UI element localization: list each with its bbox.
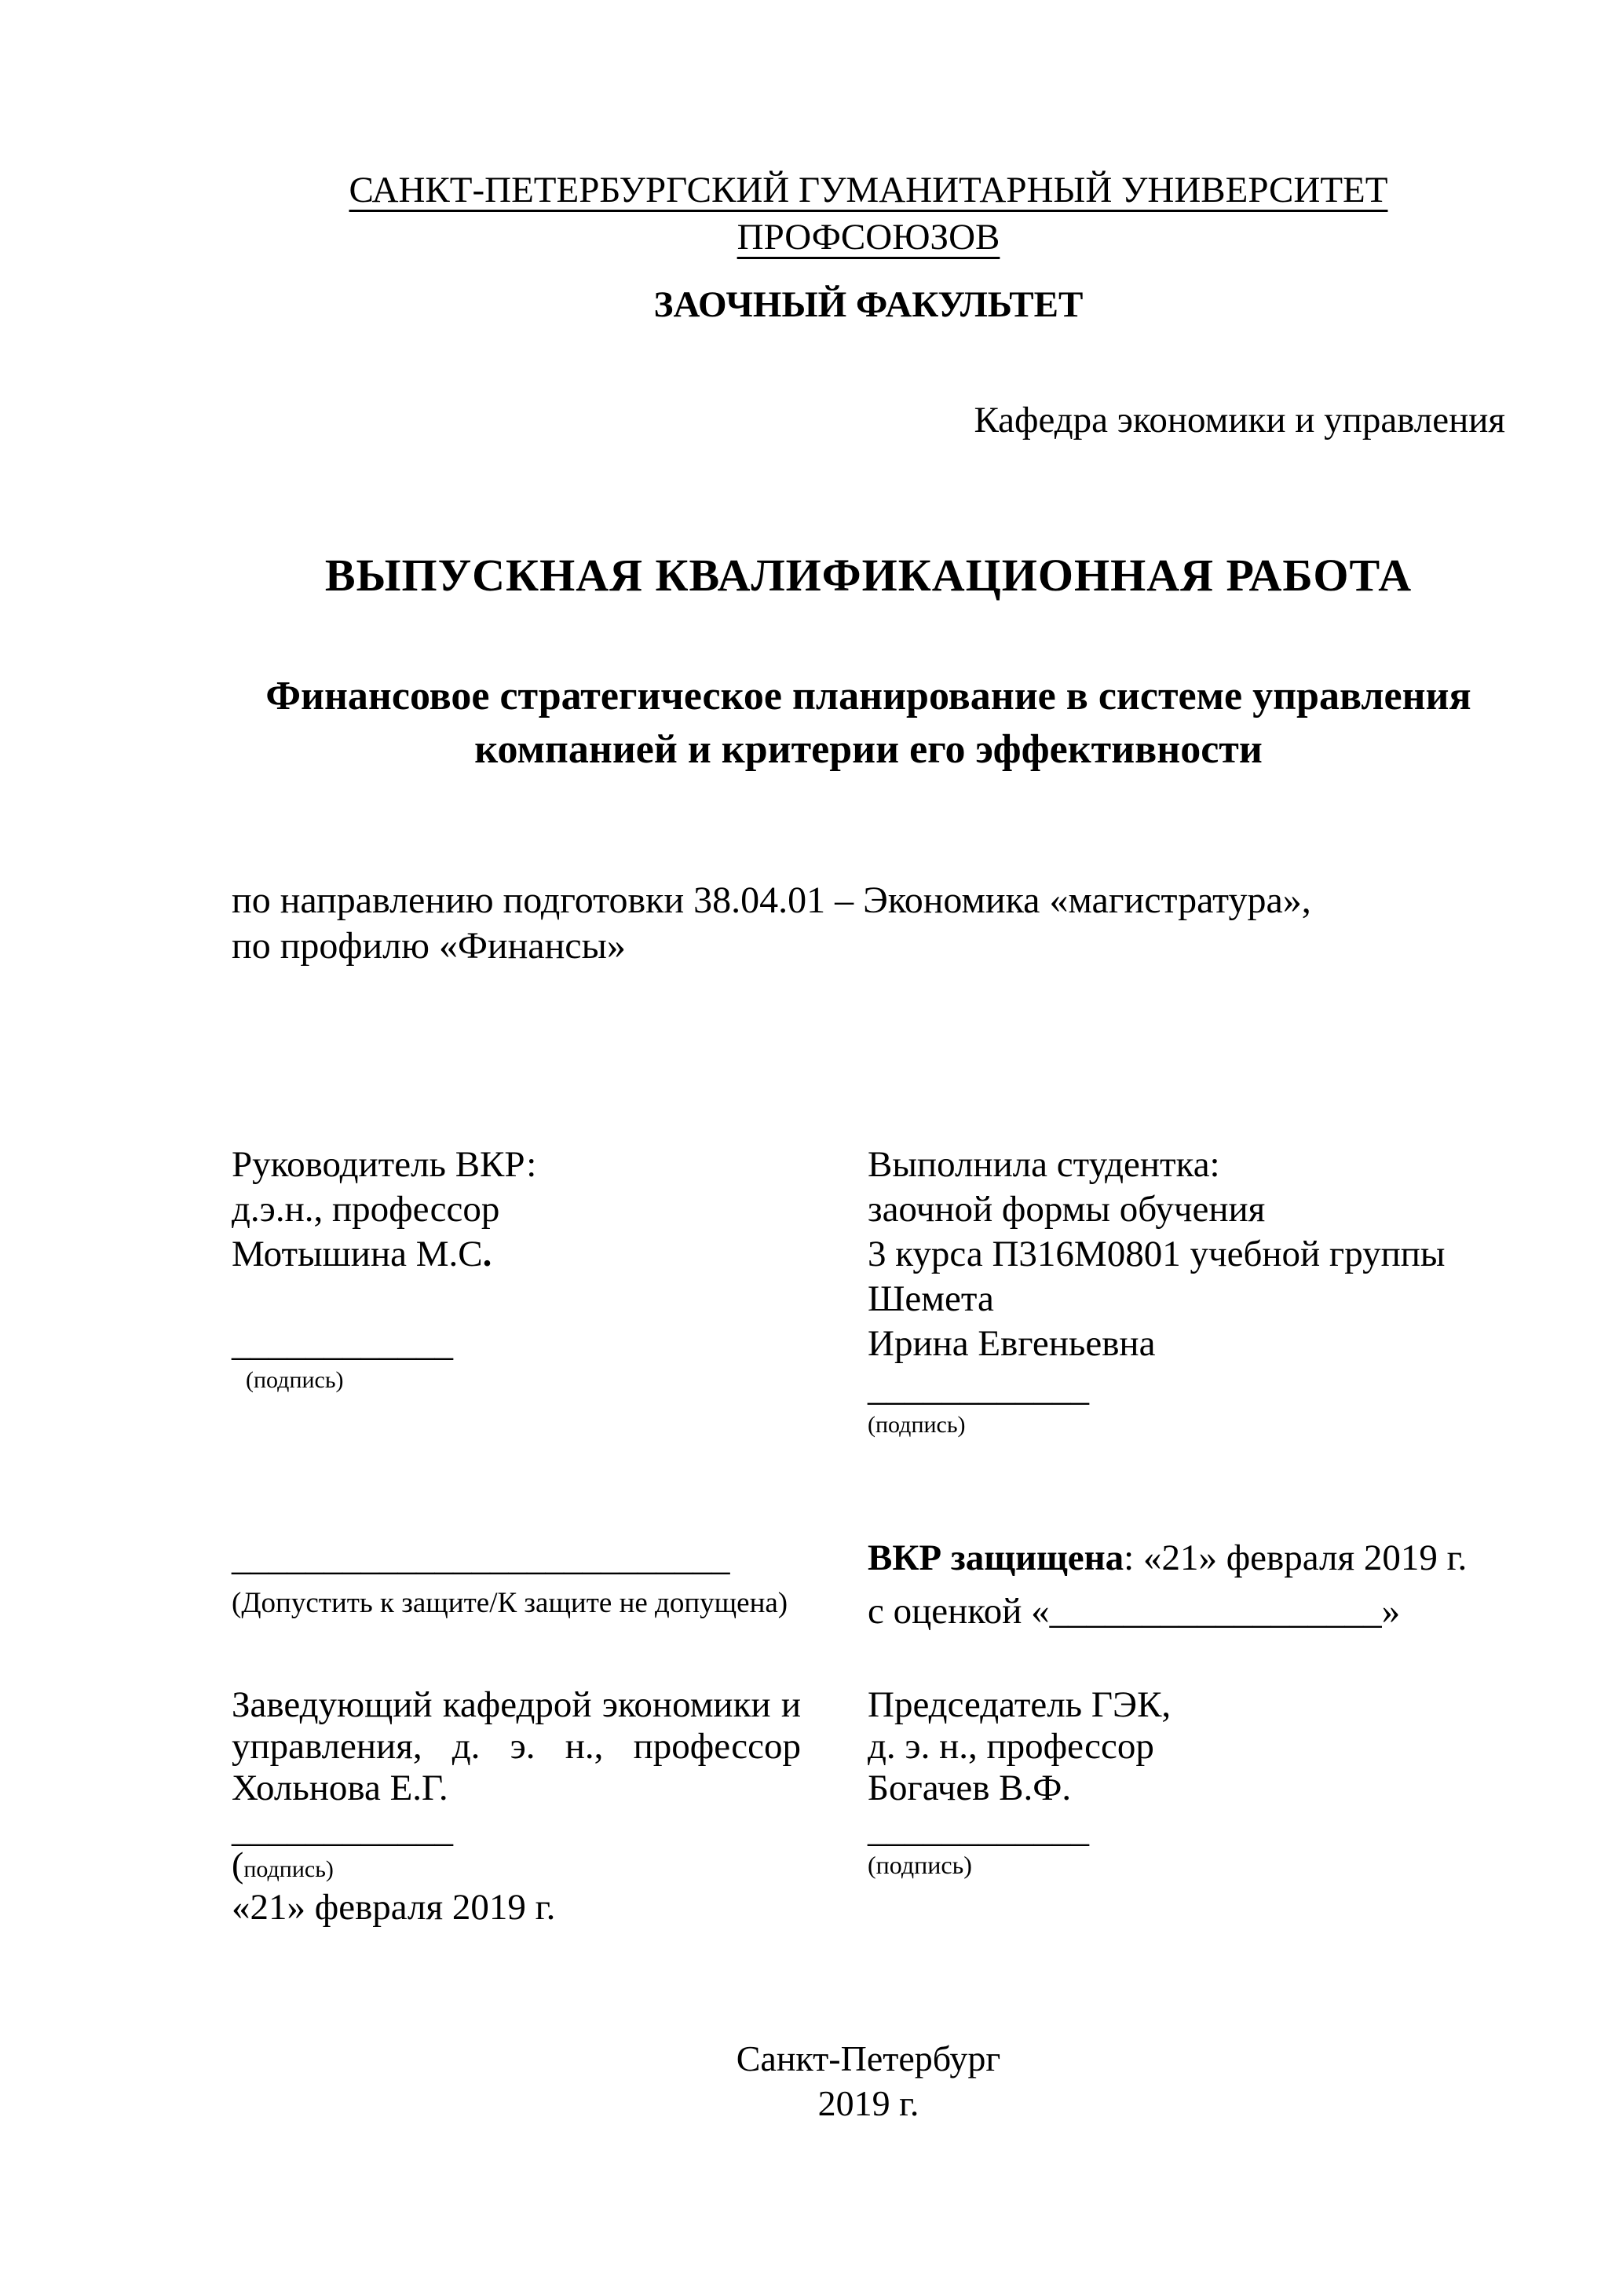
defense-label: ВКР защищена	[868, 1537, 1124, 1578]
faculty-name: ЗАОЧНЫЙ ФАКУЛЬТЕТ	[653, 284, 1084, 325]
footer-city: Санкт-Петербург	[736, 2038, 1001, 2078]
supervisor-signature-caption: (подпись)	[246, 1367, 344, 1393]
spacer-line	[232, 1277, 805, 1322]
university-name: САНКТ-ПЕТЕРБУРГСКИЙ ГУМАНИТАРНЫЙ УНИВЕРСИТЕТ ПРОФСОЮЗОВ	[349, 170, 1388, 258]
gec-chairman-name: Богачев В.Ф.	[868, 1768, 1072, 1808]
thesis-title-line-1: Финансовое стратегическое планирование в системе управления	[265, 674, 1471, 718]
student-group: 3 курса П316М0801 учебной группы	[868, 1234, 1446, 1274]
department-head-date: «21» февраля 2019 г.	[232, 1887, 556, 1928]
program-line-2: по профилю «Финансы»	[232, 925, 626, 967]
department-head-line-2: управления, д. э. н., профессор	[232, 1726, 801, 1767]
supervisor-block	[232, 1143, 805, 1395]
defense-date-line: ВКР защищена: «21» февраля 2019 г.	[868, 1537, 1468, 1578]
admission-blank-line: ___________________________	[232, 1537, 730, 1578]
thesis-title	[232, 670, 1505, 777]
gec-chairman-block	[868, 1684, 1505, 1879]
student-heading: Выполнила студентка:	[868, 1144, 1220, 1185]
footer-block	[232, 2036, 1505, 2126]
supervisor-name: Мотышина М.С.	[232, 1234, 492, 1274]
gec-chairman-signature-caption: (подпись)	[868, 1851, 972, 1879]
gec-chairman-signature-line: ____________	[868, 1809, 1089, 1850]
defense-block	[868, 1531, 1505, 1638]
student-name: Ирина Евгеньевна	[868, 1323, 1156, 1364]
supervisor-signature-line: ____________	[232, 1323, 453, 1364]
gec-chairman-degree: д. э. н., профессор	[868, 1726, 1154, 1767]
department-head-block	[232, 1684, 801, 1930]
department-head-name: Хольнова Е.Г.	[232, 1768, 448, 1808]
footer-year: 2019 г.	[817, 2083, 919, 2123]
department-head-signature-line: ____________	[232, 1809, 453, 1850]
supervisor-role-label: Руководитель ВКР:	[232, 1144, 537, 1185]
supervisor-degree: д.э.н., профессор	[232, 1189, 500, 1230]
student-study-form: заочной формы обучения	[868, 1189, 1266, 1230]
department-head-line-1: Заведующий кафедрой экономики и	[232, 1684, 801, 1725]
student-block	[868, 1143, 1505, 1439]
work-type-title: ВЫПУСКНАЯ КВАЛИФИКАЦИОННАЯ РАБОТА	[324, 550, 1413, 601]
thesis-title-line-2: компанией и критерии его эффективности	[474, 727, 1263, 772]
department-head-signature-caption: (подпись)	[232, 1844, 334, 1885]
admission-caption: (Допустить к защите/К защите не допущена)	[232, 1587, 788, 1619]
defense-grade-line: с оценкой «__________________»	[868, 1591, 1401, 1632]
student-signature-caption: (подпись)	[868, 1412, 966, 1438]
grade-blank-line: __________________	[1049, 1591, 1382, 1632]
program-line-1: по направлению подготовки 38.04.01 – Экономика «магистратура»,	[232, 879, 1311, 921]
program-info	[232, 878, 1505, 969]
admission-block	[232, 1531, 805, 1622]
student-signature-line: ____________	[868, 1368, 1089, 1409]
department-name: Кафедра экономики и управления	[974, 400, 1505, 441]
supervisor-name-period: .	[482, 1234, 492, 1274]
student-surname: Шемета	[868, 1278, 994, 1319]
gec-chairman-role: Председатель ГЭК,	[868, 1684, 1172, 1725]
